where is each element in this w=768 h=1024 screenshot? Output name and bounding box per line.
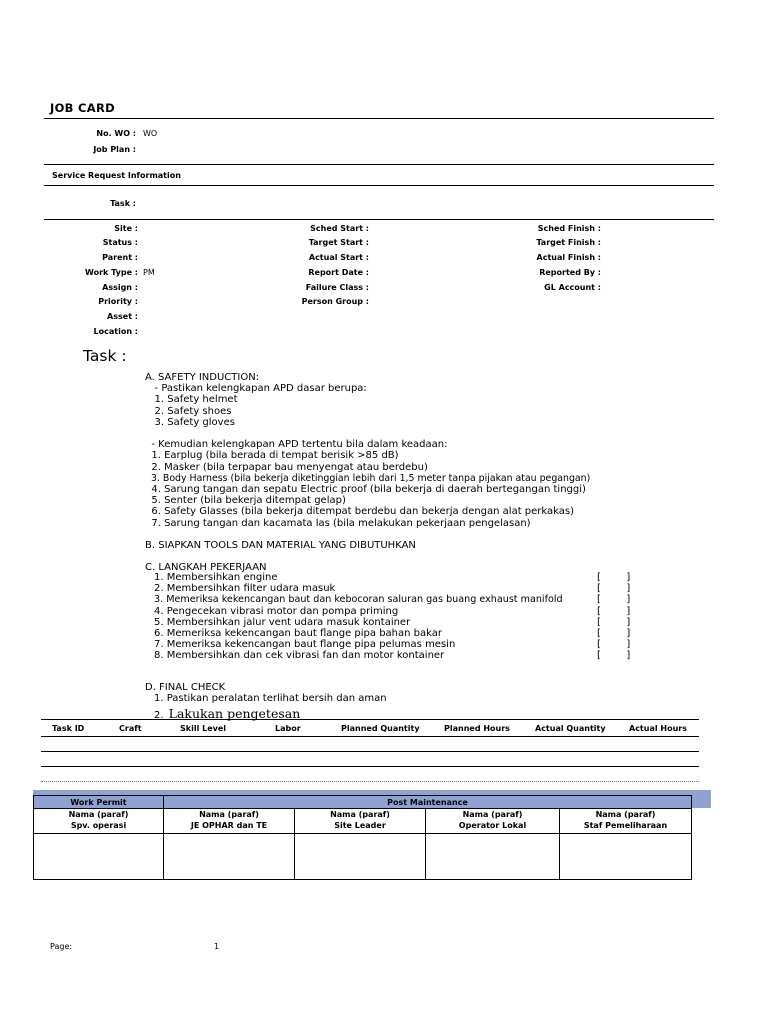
page-number: 1 (214, 942, 220, 951)
step-text: 8. Membersihkan dan cek vibrasi fan dan motor kontainer (154, 650, 445, 662)
task-line: 1. Earplug (bila berada di tempat berisik >85 dB) (145, 450, 399, 462)
signature-box[interactable] (34, 834, 164, 880)
step-text: 1. Membersihkan engine (154, 572, 278, 583)
nama-label: Nama (paraf) (595, 810, 656, 819)
signature-role-cell (34, 809, 164, 834)
divider (44, 164, 714, 165)
task-line: 3. Body Harness (bila bekerja diketinggian lebih dari 1,5 meter tanpa pijakan atau pegangan) (145, 472, 591, 484)
col-actual-hours: Actual Hours (629, 724, 687, 733)
divider (41, 766, 699, 767)
actual-finish-label: Actual Finish : (536, 253, 601, 262)
step-row (154, 572, 644, 583)
task-heading: Task : (83, 347, 127, 365)
role-label: Staf Pemeliharaan (583, 821, 668, 830)
step-text: 2. Membersihkan filter udara masuk (154, 583, 336, 595)
signature-role-cell (426, 809, 560, 834)
task-line: 7. Sarung tangan dan kacamata las (bila melakukan pekerjaan pengelasan) (145, 517, 531, 529)
steps-list (154, 572, 644, 662)
task-line: - Kemudian kelengkapan APD tertentu bila dalam keadaan: (145, 439, 448, 451)
task-line: B. SIAPKAN TOOLS DAN MATERIAL YANG DIBUTUHKAN (145, 540, 416, 552)
step-row (154, 594, 644, 605)
task-line: 3. Safety gloves (145, 416, 235, 428)
work-type-value: PM (143, 268, 155, 277)
step-checkbox[interactable]: [ ] (597, 650, 631, 662)
col-planned-hours: Planned Hours (444, 724, 510, 733)
target-finish-label: Target Finish : (536, 238, 601, 247)
task-line: 5. Senter (bila bekerja ditempat gelap) (145, 495, 346, 507)
signature-box[interactable] (295, 834, 426, 880)
task-instructions (145, 372, 590, 574)
step-checkbox[interactable]: [ ] (597, 605, 631, 617)
signature-box[interactable] (560, 834, 692, 880)
final-check-text: Lakukan pengetesan (168, 706, 301, 721)
step-row (154, 639, 644, 650)
step-row (154, 628, 644, 639)
report-date-label: Report Date : (308, 268, 369, 277)
final-check-num: 2. (154, 710, 164, 721)
nama-label: Nama (paraf) (199, 810, 259, 819)
sched-start-label: Sched Start : (310, 224, 369, 233)
work-type-label: Work Type : (85, 268, 138, 277)
step-checkbox[interactable]: [ ] (597, 583, 631, 595)
asset-label: Asset : (107, 312, 138, 321)
status-label: Status : (102, 238, 138, 247)
site-label: Site : (114, 224, 138, 233)
task-line (145, 529, 590, 540)
role-label: Spv. operasi (70, 821, 127, 830)
dotted-divider (41, 781, 699, 782)
step-checkbox[interactable]: [ ] (597, 627, 631, 639)
sched-finish-label: Sched Finish : (537, 224, 601, 233)
signature-box[interactable] (164, 834, 295, 880)
col-planned-quantity: Planned Quantity (341, 724, 420, 733)
col-craft: Craft (119, 724, 142, 733)
signature-table (33, 795, 692, 880)
location-label: Location : (93, 327, 138, 336)
task-label: Task : (110, 199, 136, 208)
divider (41, 719, 699, 720)
step-checkbox[interactable]: [ ] (597, 639, 631, 651)
nama-label: Nama (paraf) (330, 810, 390, 819)
task-line (145, 551, 590, 562)
reported-by-label: Reported By : (539, 268, 601, 277)
step-row (154, 606, 644, 617)
task-line: 2. Safety shoes (145, 405, 232, 417)
divider (41, 751, 699, 752)
step-row (154, 583, 644, 594)
priority-label: Priority : (98, 297, 138, 306)
post-maintenance-header: Post Maintenance (164, 796, 692, 809)
divider (44, 118, 714, 119)
divider (44, 185, 714, 186)
jobplan-label: Job Plan : (93, 145, 136, 154)
wo-label: No. WO : (96, 129, 136, 138)
role-label: JE OPHAR dan TE (190, 821, 268, 830)
signature-box[interactable] (426, 834, 560, 880)
wo-value: WO (143, 129, 158, 138)
page-title: JOB CARD (50, 101, 115, 115)
final-check-title: D. FINAL CHECK (145, 682, 226, 693)
role-label: Operator Lokal (458, 821, 527, 830)
task-line: 4. Sarung tangan dan sepatu Electric proof (bila bekerja di daerah bertegangan tinggi) (145, 484, 586, 496)
step-text: 5. Membersihkan jalur vent udara masuk kontainer (154, 616, 411, 628)
actual-start-label: Actual Start : (308, 253, 369, 262)
task-line: 2. Masker (bila terpapar bau menyengat atau berdebu) (145, 461, 428, 473)
role-label: Site Leader (334, 821, 386, 830)
signature-role-cell (560, 809, 692, 834)
task-line: C. LANGKAH PEKERJAAN (145, 562, 267, 574)
col-skill-level: Skill Level (180, 724, 226, 733)
col-actual-quantity: Actual Quantity (535, 724, 606, 733)
step-text: 7. Memeriksa kekencangan baut flange pipa pelumas mesin (154, 639, 456, 651)
service-request-title: Service Request Information (52, 171, 181, 180)
step-row (154, 650, 644, 661)
task-line: - Pastikan kelengkapan APD dasar berupa: (145, 383, 367, 395)
work-permit-header: Work Permit (34, 796, 164, 809)
assign-label: Assign : (102, 283, 138, 292)
step-row (154, 617, 644, 628)
step-text: 6. Memeriksa kekencangan baut flange pipa bahan bakar (154, 627, 442, 639)
target-start-label: Target Start : (308, 238, 369, 247)
task-line: A. SAFETY INDUCTION: (145, 372, 260, 383)
nama-label: Nama (paraf) (462, 810, 523, 819)
divider (44, 219, 714, 220)
nama-label: Nama (paraf) (68, 810, 129, 819)
step-checkbox[interactable]: [ ] (597, 616, 631, 628)
failure-class-label: Failure Class : (305, 283, 369, 292)
step-checkbox[interactable]: [ ] (597, 572, 631, 583)
step-checkbox[interactable]: [ ] (597, 594, 631, 606)
col-labor: Labor (275, 724, 301, 733)
person-group-label: Person Group : (301, 297, 369, 306)
task-line: 1. Safety helmet (145, 394, 238, 406)
final-check-item: 1. Pastikan peralatan terlihat bersih dan aman (154, 693, 387, 704)
signature-role-cell (164, 809, 295, 834)
page-label: Page: (50, 942, 73, 951)
divider (41, 736, 699, 737)
step-text: 3. Memeriksa kekencangan baut dan kebocoran saluran gas buang exhaust manifold (154, 594, 563, 606)
col-task-id: Task ID (52, 724, 85, 733)
task-line (145, 428, 590, 439)
signature-role-cell (295, 809, 426, 834)
task-line: 6. Safety Glasses (bila bekerja ditempat berdebu dan bekerja dengan alat perkakas) (145, 506, 575, 518)
step-text: 4. Pengecekan vibrasi motor dan pompa priming (154, 605, 399, 617)
parent-label: Parent : (102, 253, 138, 262)
gl-account-label: GL Account : (544, 283, 601, 292)
